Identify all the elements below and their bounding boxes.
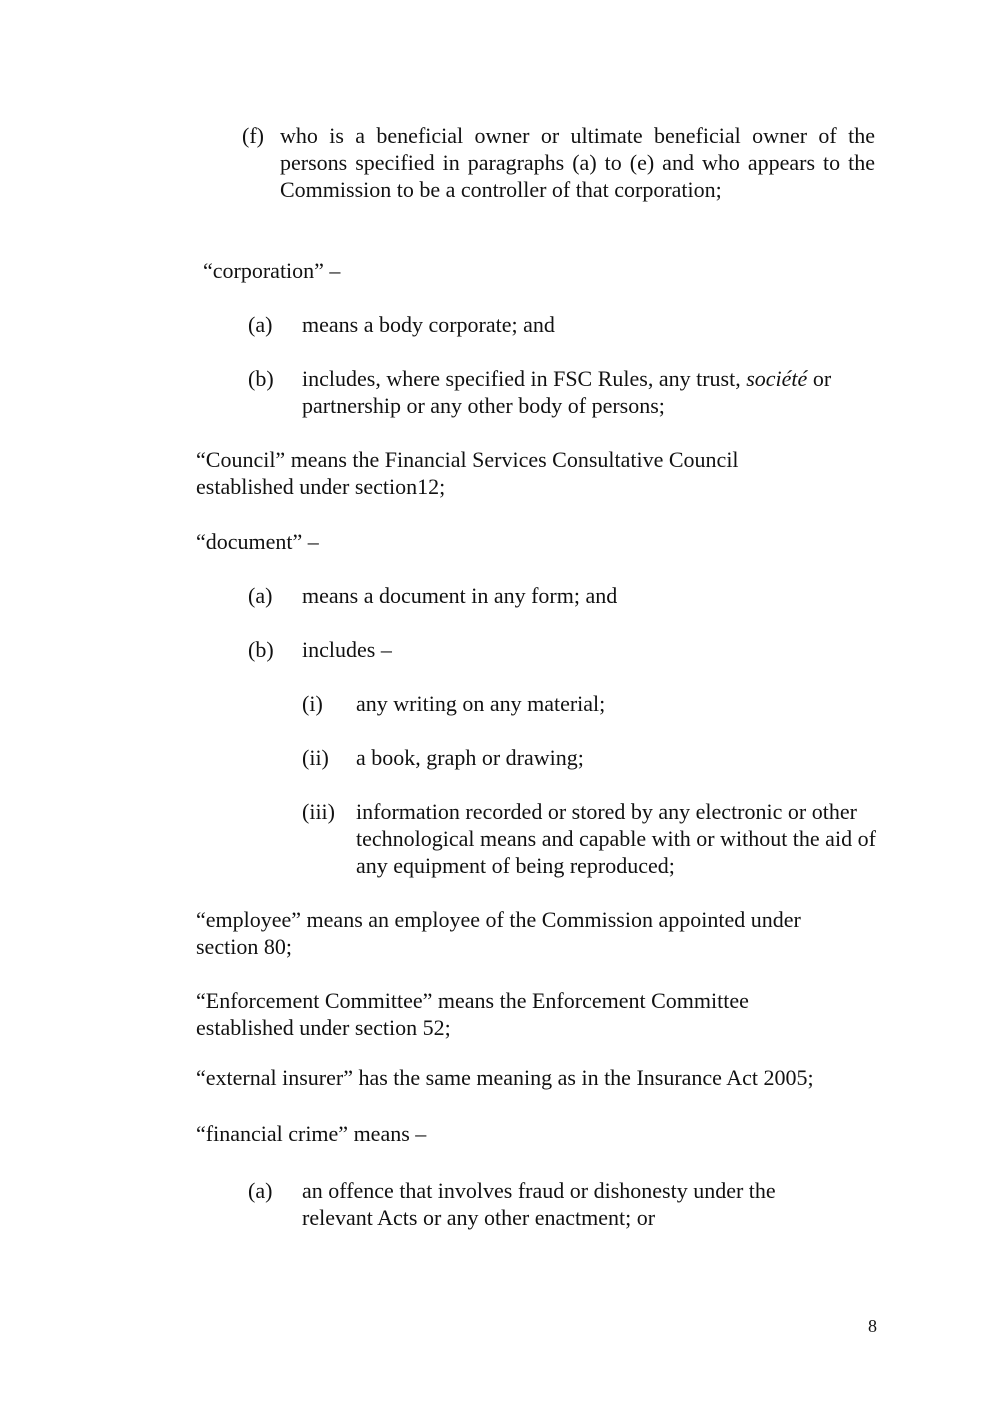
corporation-b-text-part1: includes, where specified in FSC Rules, any trust,	[302, 366, 747, 391]
document-iii-text: information recorded or stored by any electronic or other technological means and capable with or without the aid of any equipment of being reproduced;	[356, 799, 876, 878]
corporation-b-label: (b)	[248, 366, 274, 391]
corporation-a-text: means a body corporate; and	[302, 312, 555, 337]
definition-external-insurer: “external insurer” has the same meaning as in the Insurance Act 2005;	[196, 1065, 814, 1090]
paragraph-f-text: who is a beneficial owner or ultimate beneficial owner of the persons specified in paragraphs (a) to (e) and who appears to the Commission to be a controller of that corporation;	[280, 123, 875, 202]
document-a-label: (a)	[248, 583, 273, 608]
definition-employee: “employee” means an employee of the Commission appointed under section 80;	[196, 907, 801, 959]
corporation-b-text	[302, 365, 882, 419]
document-i-text: any writing on any material;	[356, 691, 606, 716]
document-b-text: includes –	[302, 637, 392, 662]
paragraph-f-label: (f)	[242, 123, 264, 148]
definition-term-corporation: “corporation” –	[203, 258, 341, 283]
document-a-text: means a document in any form; and	[302, 583, 618, 608]
document-iii-label: (iii)	[302, 799, 335, 824]
financial-crime-a-text: an offence that involves fraud or dishonesty under the relevant Acts or any other enactment; or	[302, 1178, 776, 1230]
document-ii-label: (ii)	[302, 745, 329, 770]
corporation-b-text-italic: société	[746, 366, 808, 391]
definition-council: “Council” means the Financial Services Consultative Council established under section12;	[196, 447, 739, 499]
definition-term-financial-crime: “financial crime” means –	[196, 1121, 427, 1146]
definition-term-document: “document” –	[196, 529, 319, 554]
definition-enforcement-committee: “Enforcement Committee” means the Enforcement Committee established under section 52;	[196, 988, 749, 1040]
page-number: 8	[868, 1316, 877, 1336]
document-ii-text: a book, graph or drawing;	[356, 745, 584, 770]
corporation-b-text-part2: or partnership or any other body of persons;	[302, 366, 832, 418]
document-b-label: (b)	[248, 637, 274, 662]
corporation-a-label: (a)	[248, 312, 273, 337]
financial-crime-a-label: (a)	[248, 1178, 273, 1203]
document-i-label: (i)	[302, 691, 323, 716]
